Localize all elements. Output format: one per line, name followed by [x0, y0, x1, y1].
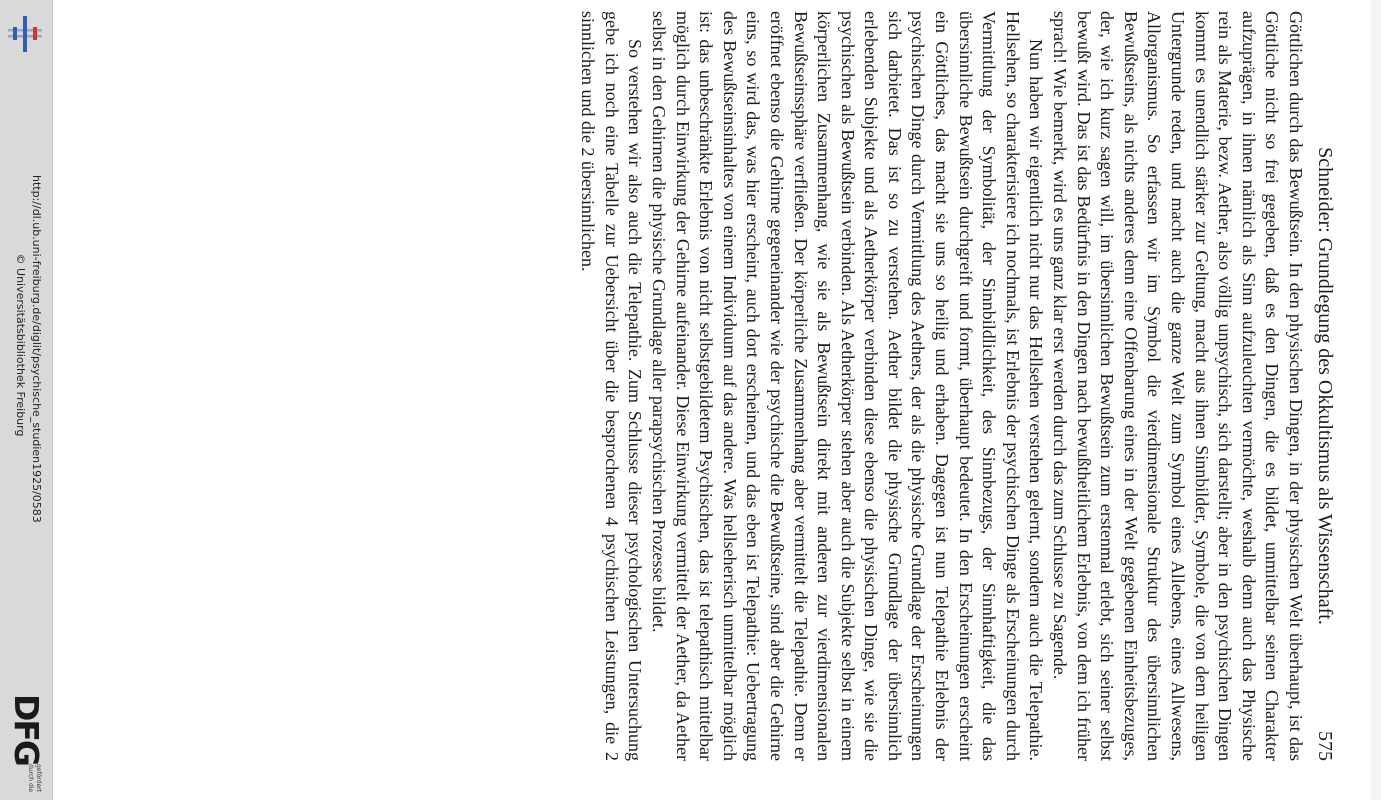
- running-head: [1307, 11, 1343, 761]
- credit-url[interactable]: http://dl.ub.uni-freiburg.de/diglit/psychische_studien1925/0583: [30, 175, 43, 523]
- credit-block: [12, 175, 44, 523]
- dfg-logo-icon: DFG: [7, 694, 46, 766]
- paragraph: Nun haben wir eigentlich nicht nur das Hellsehen verstehen gelernt, sondern auch die Telepathie. Hellsehen, so charakterisiere ich nochmals, ist Erlebnis der psychischen Dinge als Erscheinungen durch Vermittlung der Symbolität, der Sinnbildlichkeit, des Sinnbezugs, der Sinnhaftigkeit, die das übersinnliche Bewußtsein durchgreift und formt, überhaupt bedeutet. In den Erscheinungen erscheint ein Göttliches, das macht sie uns so heilig und erhaben. Dagegen ist nun Telepathie Erlebnis der psychischen Dinge durch Vermittlung des Aethers, der als die physische Grundlage der Erscheinungen sich darbietet. Das ist so zu verstehen. Aether bildet die physische Grundlage der übersinnlich erlebenden Subjekte und als Aetherkörper verbinden diese ebenso die physischen Dinge, wie sie die psychischen als Bewußtsein verbinden. Als Aetherkörper stehen aber auch die Subjekte selbst in einem körperlichen Zusammenhang, wie sie als Bewußtsein direkt mit anderen zur vierdimensionalen Bewußtseinssphäre verfließen. Der körperliche Zusammenhang aber vermittelt die Telepathie. Denn er eröffnet ebenso die Gehirne gegeneinander wie der psychische die Bewußtseine, sind aber die Gehirne eins, so wird das, was hier erscheint, auch dort erscheinen, und das eben ist Telepathie: Uebertragung des Bewußtseinsinhaltes von einem Individuum auf das andere. Was hellseherisch unmittelbar möglich ist: das unbeschränkte Erlebnis von nicht selbstgebildetem Psychischen, das ist telepathisch mittelbar möglich durch Einwirkung der Gehirne aufeinander. Diese Einwirkung vermittelt der Aether, da Aether selbst in den Gehirnen die physische Grundlage aller parapsychischen Prozesse bildet.: [648, 11, 1047, 761]
- scanned-page: [139, 11, 1343, 761]
- credit-copyright: © Universitätsbibliothek Freiburg: [14, 253, 27, 437]
- page-edge: [1371, 0, 1381, 800]
- viewer-sidebar: [0, 0, 53, 800]
- freiburg-library-logo-icon[interactable]: [5, 14, 45, 54]
- paragraph: So verstehen wir also auch die Telepathie. Zum Schlusse dieser psychologischen Untersuchung gebe ich noch eine Tabelle zur Uebersicht über die besprochenen 4 psychischen Leistungen, die 2 sinnlichen und die 2 übersinnlichen.: [578, 11, 646, 761]
- dfg-caption: gefördert durch die: [27, 764, 42, 793]
- paragraph: Göttlichen durch das Bewußtsein. In den physischen Dingen, in der physischen Welt überhaupt, ist das Göttliche nicht so frei gegeben, daß es den Dingen, die es bildet, unmittelbar seinen Charakter aufzuprägen, in ihnen nämlich als Sinn aufzuleuchten vermöchte, weshalb denn auch das Physische rein als Materie, bezw. Aether, also völlig unpsychisch, sich darstellt; aber in den psychischen Dingen kommt es unendlich stärker zur Geltung, macht aus ihnen Sinnbilder, Symbole, die von dem heiligen Untergrunde reden, und macht auch die ganze Welt zum Symbol eines Allebens, eines Allwesens, Allorganismus. So erfassen wir im Symbol die vierdimensionale Struktur des übersinnlichen Bewußtseins, als nichts anderes denn eine Offenbarung eines in der Welt gegebenen Einheitsbezuges, der, wie ich kurz sagen will, im übersinnlichen Bewußtsein zum erstenmal erlebt, sich seiner selbst bewußt wird. Das ist das Bedürfnis in den Dingen nach bewußtheitlichem Erlebnis, von dem ich früher sprach! Wie bemerkt, wird es uns ganz klar erst werden durch das zum Schlusse zu Sagende.: [1050, 11, 1306, 761]
- page-number: 575: [1314, 731, 1336, 761]
- body-text: [576, 11, 1307, 761]
- header-title: Schneider: Grundlegung des Okkultismus als Wissenschaft.: [1314, 147, 1336, 625]
- dfg-logo: [6, 694, 46, 798]
